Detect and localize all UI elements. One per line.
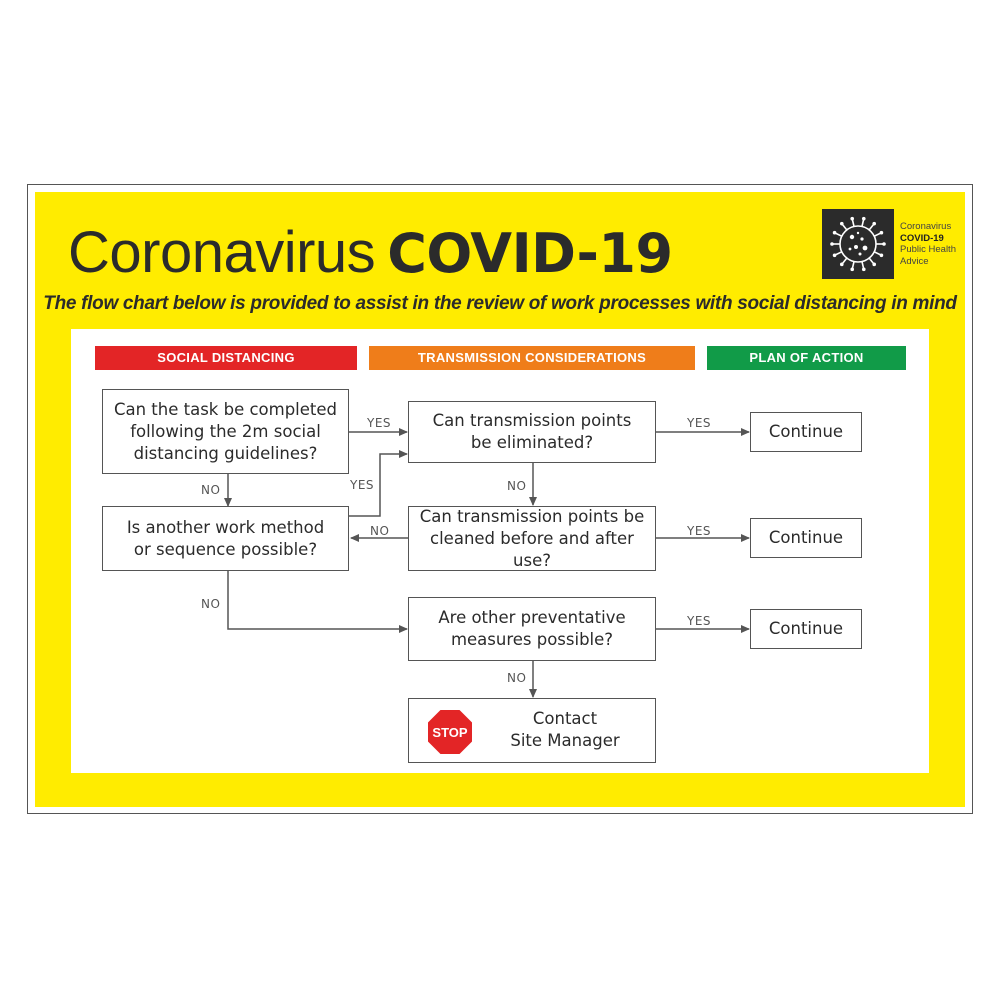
logo-line-4: Advice bbox=[900, 255, 929, 267]
logo-line-2: COVID-19 bbox=[900, 232, 944, 244]
node-continue-1-text: Continue bbox=[768, 422, 844, 441]
node-continue-2-text: Continue bbox=[768, 528, 844, 547]
label-no-t1: NO bbox=[507, 479, 527, 493]
logo-line-3: Public Health bbox=[900, 244, 956, 255]
node-preventative-measures-text: Are other preventative measures possible? bbox=[438, 608, 626, 649]
node-task-2m-distancing bbox=[102, 389, 349, 474]
label-yes-t2: YES bbox=[687, 524, 712, 538]
node-preventative-measures bbox=[408, 597, 656, 661]
node-another-work-method bbox=[102, 506, 349, 571]
label-no-q1: NO bbox=[201, 483, 221, 497]
node-another-work-method-text: Is another work method or sequence possible? bbox=[126, 517, 325, 559]
label-yes-q2: YES bbox=[350, 478, 375, 492]
node-task-2m-distancing-text: Can the task be completed following the 2m social distancing guidelines? bbox=[113, 399, 338, 463]
stop-sign-text: STOP bbox=[432, 725, 468, 740]
label-yes-t3: YES bbox=[687, 614, 712, 628]
node-continue-1 bbox=[750, 412, 862, 452]
header-plan-of-action: PLAN OF ACTION bbox=[707, 346, 906, 370]
header-social-distancing: SOCIAL DISTANCING bbox=[95, 346, 357, 370]
node-continue-3-text: Continue bbox=[768, 619, 844, 638]
logo-line-1: Coronavirus bbox=[900, 221, 952, 232]
contact-site-manager-text: Contact Site Manager bbox=[510, 709, 620, 750]
title-light: Coronavirus bbox=[68, 220, 376, 285]
label-yes-q1: YES bbox=[367, 416, 392, 430]
node-clean-transmission bbox=[408, 506, 656, 571]
label-no-t3: NO bbox=[507, 671, 527, 685]
header-transmission-considerations: TRANSMISSION CONSIDERATIONS bbox=[369, 346, 695, 370]
node-clean-transmission-text: Can transmission points be cleaned before and after use? bbox=[419, 506, 645, 570]
title-bold: COVID-19 bbox=[387, 222, 673, 285]
arrow-q2-no-t3 bbox=[228, 571, 407, 629]
node-continue-2 bbox=[750, 518, 862, 558]
node-continue-3 bbox=[750, 609, 862, 649]
label-yes-t1: YES bbox=[687, 416, 712, 430]
node-eliminate-transmission bbox=[408, 401, 656, 463]
label-no-t2: NO bbox=[370, 524, 390, 538]
subtitle: The flow chart below is provided to assist in the review of work processes with social distancing in mind bbox=[43, 293, 957, 314]
node-eliminate-transmission-text: Can transmission points be eliminated? bbox=[432, 411, 632, 452]
stop-sign-icon bbox=[426, 708, 474, 756]
label-no-q2: NO bbox=[201, 597, 221, 611]
